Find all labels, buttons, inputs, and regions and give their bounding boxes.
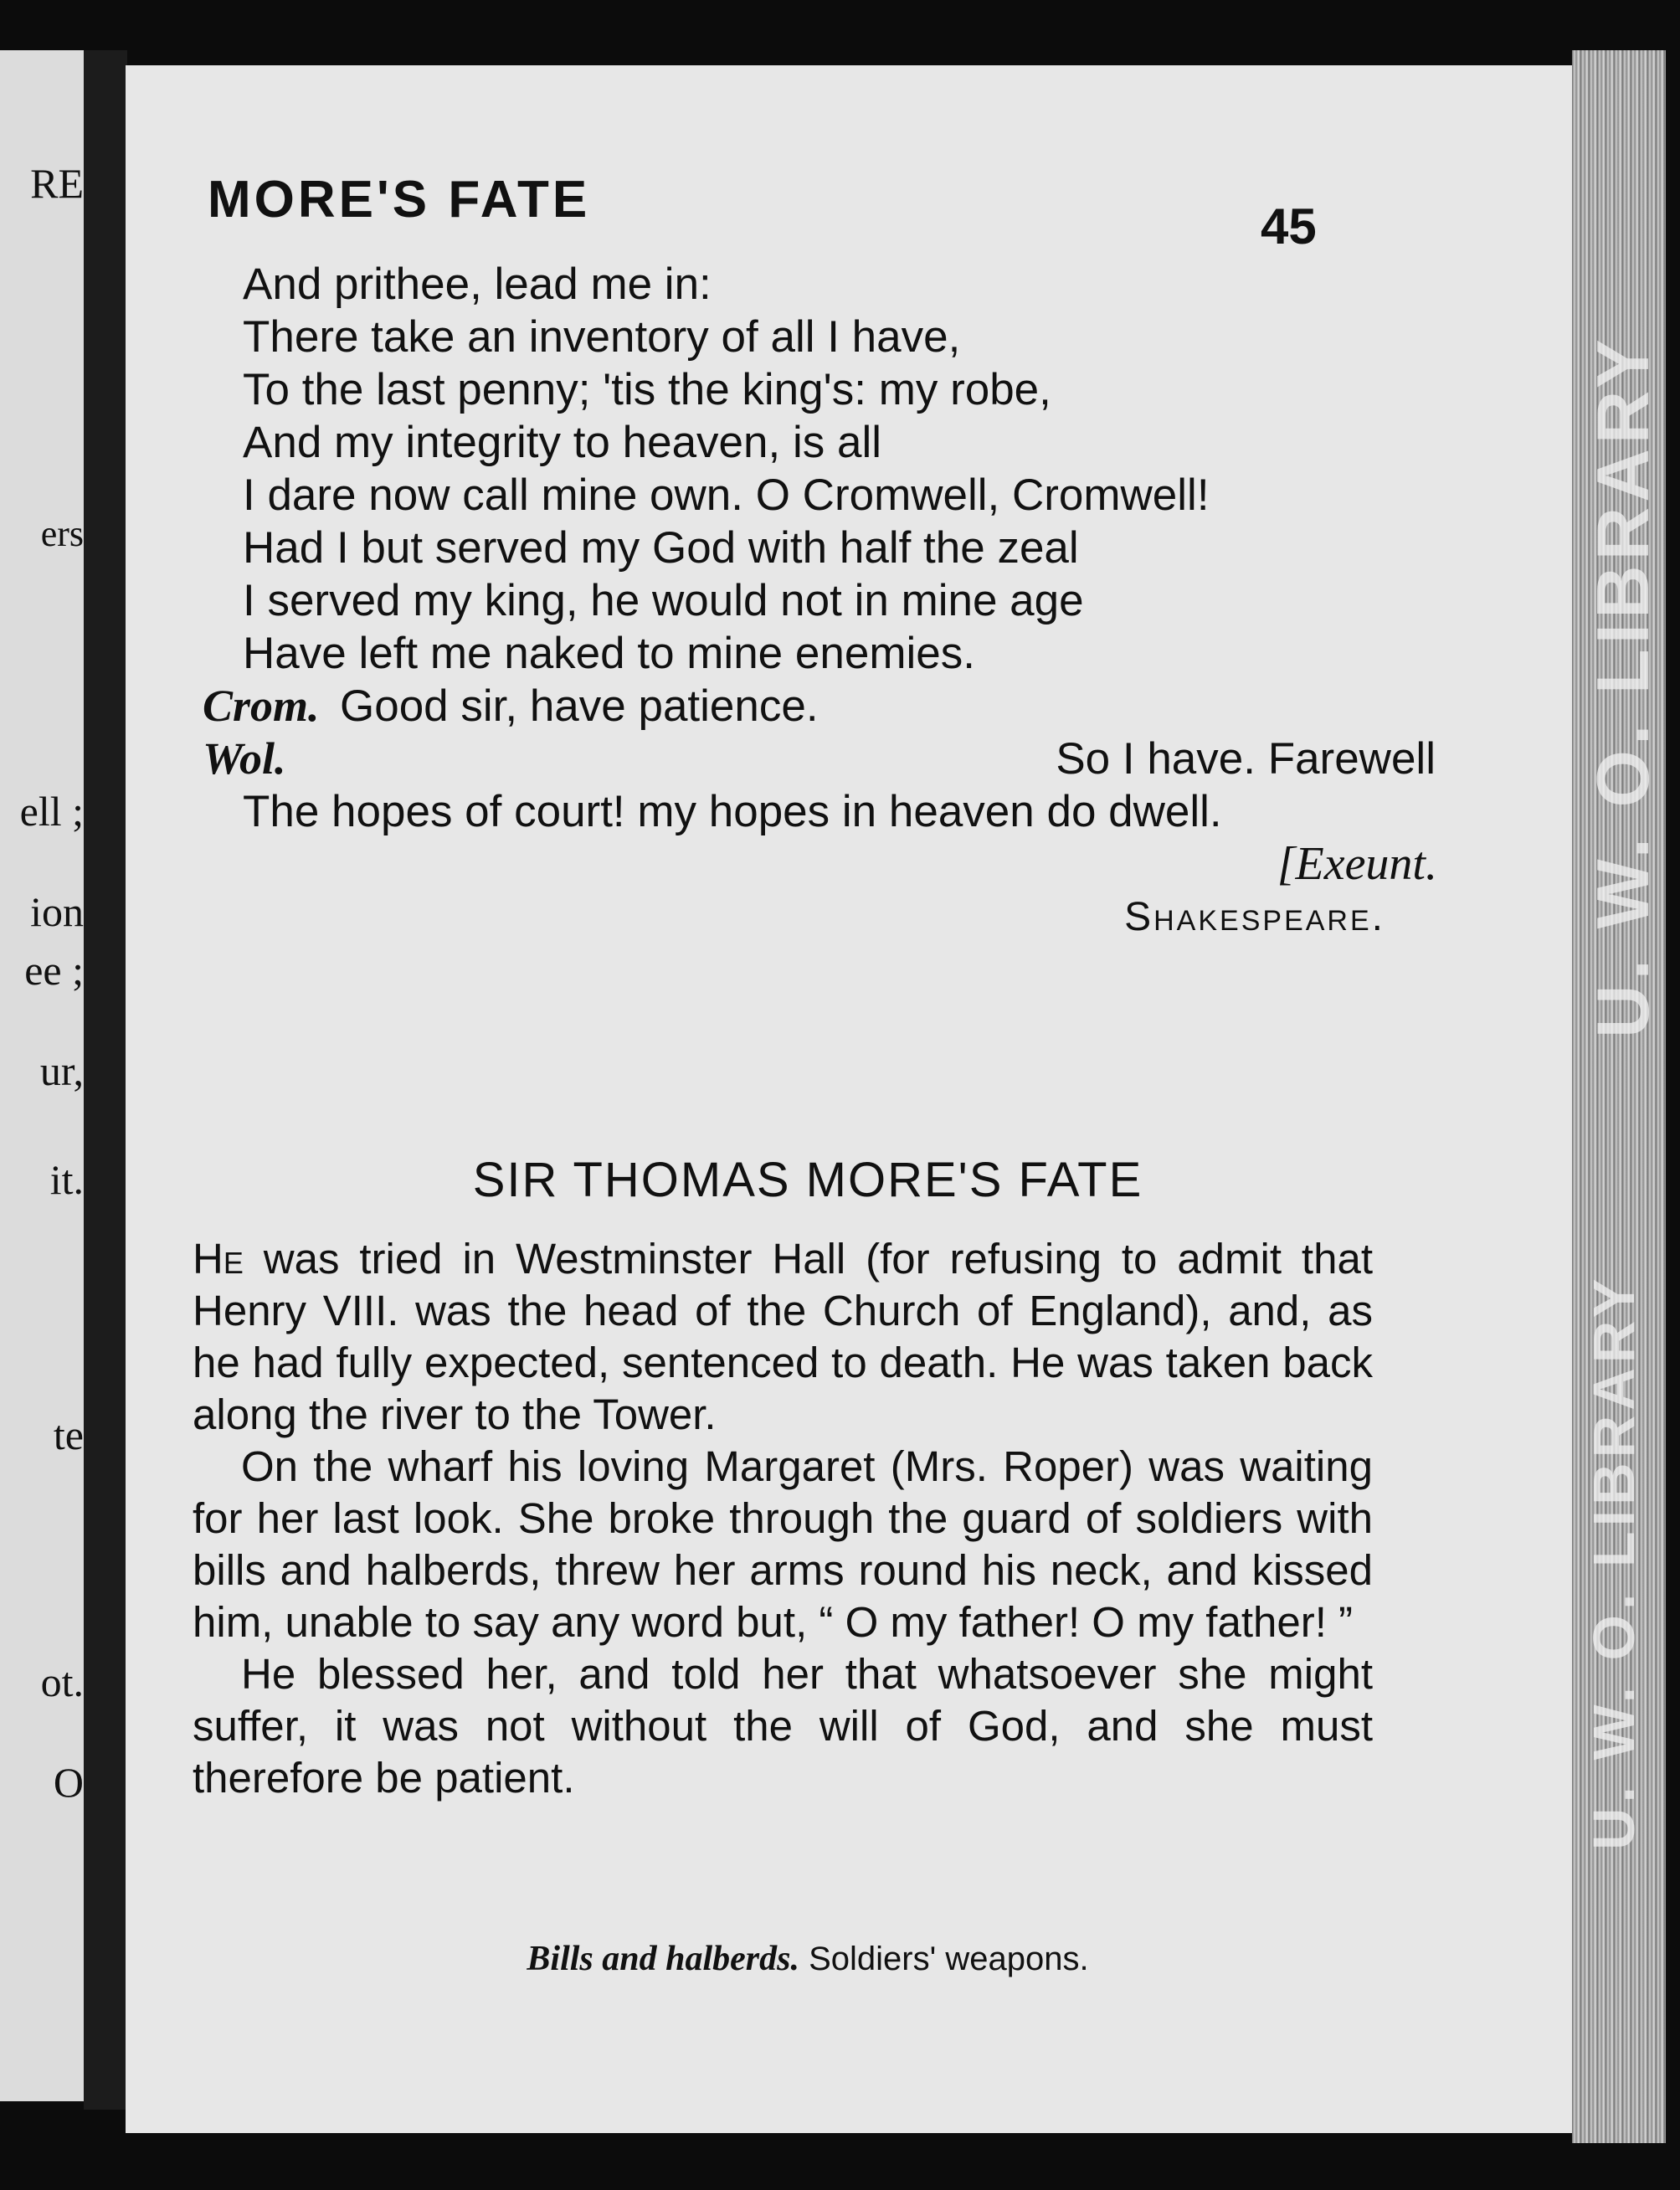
running-title: MORE'S FATE	[208, 171, 591, 229]
book-gutter	[84, 50, 127, 2110]
author-line	[243, 891, 1465, 943]
book-page	[126, 65, 1572, 2133]
left-page-text: ee ;	[24, 947, 84, 994]
speaker-line-wol	[203, 733, 1465, 785]
library-stamp: U. W. O. LIBRARY	[1581, 1273, 1647, 1850]
speaker-text: Good sir, have patience.	[340, 681, 819, 731]
verse-line: And my integrity to heaven, is all	[243, 418, 881, 467]
verse-line: And prithee, lead me in:	[243, 260, 712, 309]
speaker-line-crom	[203, 680, 1465, 733]
stage-direction-line	[243, 838, 1465, 891]
left-page-text: it.	[49, 1156, 84, 1203]
drop-lead-word: He	[193, 1235, 244, 1283]
verse-line: There take an inventory of all I have,	[243, 312, 961, 362]
left-page-text: ot.	[40, 1658, 84, 1705]
page-number: 45	[1261, 198, 1317, 254]
author-attribution: Shakespeare.	[1124, 895, 1385, 939]
verse-line: Had I but served my God with half the zeal	[243, 523, 1079, 573]
verse-line: To the last penny; 'tis the king's: my robe,	[243, 365, 1051, 414]
left-page-fragment	[0, 50, 90, 2101]
speaker-text: So I have. Farewell	[1056, 734, 1436, 784]
section-title: SIR THOMAS MORE'S FATE	[472, 1153, 1143, 1207]
left-page-text: RE	[30, 160, 84, 207]
library-stamp: U. W. O. LIBRARY	[1581, 334, 1664, 1038]
verse-block	[203, 258, 1465, 943]
verse-line: The hopes of court! my hopes in heaven do dwell.	[243, 787, 1222, 836]
left-page-text: te	[53, 1411, 84, 1458]
prose-block	[193, 1233, 1373, 1804]
footnote-term: Bills and halberds.	[527, 1940, 799, 1978]
paragraph-text: was tried in Westminster Hall (for refusing to admit that Henry VIII. was the head of the Church of England), and, as he had fully expected, sentenced to death. He was taken back along the river to the Tower.	[193, 1235, 1373, 1438]
left-page-text: ers	[40, 513, 84, 554]
speaker-name: Wol.	[203, 733, 286, 784]
verse-line: I dare now call mine own. O Cromwell, Cromwell!	[243, 470, 1210, 520]
paragraph: On the wharf his loving Margaret (Mrs. Roper) was waiting for her last look. She broke through the guard of soldiers with bills and halberds, threw her arms round his neck, and kissed him, unable to say any word but, “ O my father! O my father! ”	[193, 1442, 1373, 1646]
left-page-text: ur,	[39, 1047, 84, 1094]
left-page-text: ion	[30, 888, 84, 935]
page-edge	[1572, 50, 1666, 2143]
left-page-text: O	[53, 1759, 84, 1806]
left-page-text: ell ;	[19, 788, 84, 835]
paragraph	[193, 1233, 1373, 1441]
verse-line: Have left me naked to mine enemies.	[243, 629, 975, 678]
verse-line: I served my king, he would not in mine age	[243, 576, 1084, 625]
paragraph: He blessed her, and told her that whatsoever she might suffer, it was not without the will of God, and she must therefore be patient.	[193, 1650, 1373, 1802]
speaker-name: Crom.	[203, 681, 320, 731]
footnote	[251, 1939, 1364, 1979]
footnote-definition: Soldiers' weapons.	[799, 1941, 1089, 1977]
stage-direction: [Exeunt.	[1277, 838, 1437, 890]
